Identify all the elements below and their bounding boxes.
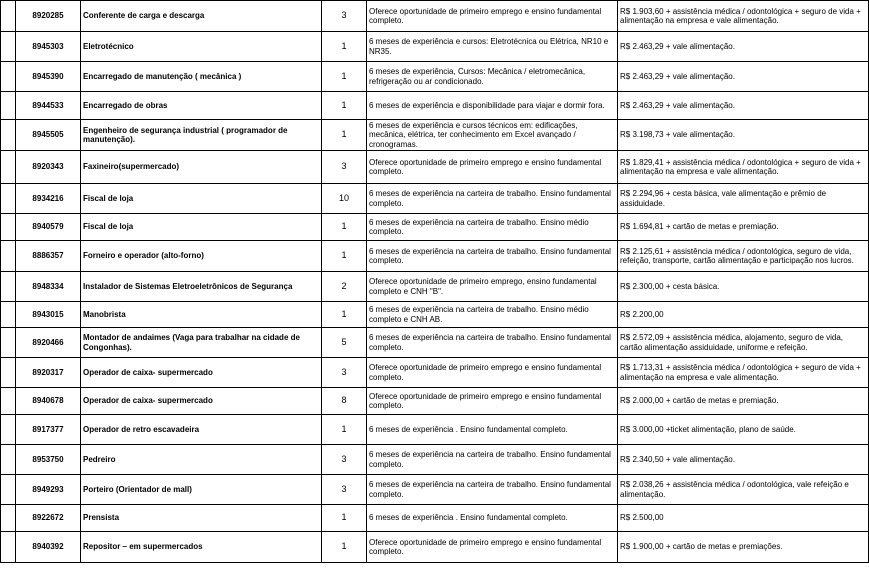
table-row <box>1 415 869 445</box>
salary-benefits-cell: R$ 2.294,96 + cesta básica, vale alimentação e prêmio de assiduidade. <box>618 184 869 214</box>
vacancy-count-cell: 1 <box>322 241 367 272</box>
vacancy-count-cell: 1 <box>322 214 367 241</box>
salary-benefits-cell: R$ 2.463,29 + vale alimentação. <box>618 32 869 62</box>
job-code-cell: 8934216 <box>16 184 81 214</box>
job-title-cell: Montador de andaimes (Vaga para trabalhar na cidade de Congonhas). <box>81 328 322 358</box>
vacancy-count-cell: 10 <box>322 184 367 214</box>
vacancy-count-cell: 1 <box>322 92 367 120</box>
job-title-cell: Fiscal de loja <box>81 214 322 241</box>
salary-benefits-cell: R$ 2.500,00 <box>618 505 869 532</box>
row-marker-cell <box>1 32 16 62</box>
salary-benefits-cell: R$ 1.829,41 + assistência médica / odontológica + seguro de vida + alimentação na empresa e vale alimentação. <box>618 151 869 184</box>
requirements-cell: 6 meses de experiência e cursos técnicos em: edificações, mecânica, elétrica, ter conhecimento em Excel avançado / cronogramas. <box>367 120 618 151</box>
row-marker-cell <box>1 1 16 32</box>
requirements-cell: 6 meses de experiência na carteira de trabalho. Ensino fundamental completo. <box>367 328 618 358</box>
job-code-cell: 8920343 <box>16 151 81 184</box>
job-code-cell: 8922672 <box>16 505 81 532</box>
vacancy-count-cell: 1 <box>322 532 367 563</box>
job-code-cell: 8920317 <box>16 358 81 388</box>
row-marker-cell <box>1 328 16 358</box>
table-row <box>1 532 869 563</box>
requirements-cell: Oferece oportunidade de primeiro emprego, ensino fundamental completo e CNH "B". <box>367 272 618 302</box>
row-marker-cell <box>1 358 16 388</box>
vacancy-count-cell: 1 <box>322 120 367 151</box>
vacancy-count-cell: 1 <box>322 302 367 328</box>
vacancy-count-cell: 1 <box>322 62 367 92</box>
vacancy-count-cell: 8 <box>322 388 367 415</box>
requirements-cell: 6 meses de experiência na carteira de trabalho. Ensino médio completo. <box>367 214 618 241</box>
requirements-cell: 6 meses de experiência, Cursos: Mecânica / eletromecânica, refrigeração ou ar condicionado. <box>367 62 618 92</box>
job-title-cell: Encarregado de manutenção ( mecânica ) <box>81 62 322 92</box>
job-title-cell: Porteiro (Orientador de mall) <box>81 475 322 505</box>
job-code-cell: 8948334 <box>16 272 81 302</box>
requirements-cell: 6 meses de experiência . Ensino fundamental completo. <box>367 415 618 445</box>
job-code-cell: 8944533 <box>16 92 81 120</box>
job-title-cell: Manobrista <box>81 302 322 328</box>
job-title-cell: Engenheiro de segurança industrial ( programador de manutenção). <box>81 120 322 151</box>
table-row <box>1 302 869 328</box>
row-marker-cell <box>1 120 16 151</box>
row-marker-cell <box>1 151 16 184</box>
requirements-cell: 6 meses de experiência na carteira de trabalho. Ensino fundamental completo. <box>367 445 618 475</box>
requirements-cell: 6 meses de experiência . Ensino fundamental completo. <box>367 505 618 532</box>
salary-benefits-cell: R$ 2.300,00 + cesta básica. <box>618 272 869 302</box>
vacancy-count-cell: 5 <box>322 328 367 358</box>
requirements-cell: Oferece oportunidade de primeiro emprego e ensino fundamental completo. <box>367 151 618 184</box>
salary-benefits-cell: R$ 2.572,09 + assistência médica, alojamento, seguro de vida, cartão alimentação assiduidade, uniforme e refeição. <box>618 328 869 358</box>
table-row <box>1 184 869 214</box>
job-code-cell: 8920466 <box>16 328 81 358</box>
table-row <box>1 62 869 92</box>
row-marker-cell <box>1 532 16 563</box>
job-title-cell: Operador de caixa- supermercado <box>81 358 322 388</box>
table-row <box>1 475 869 505</box>
job-title-cell: Repositor – em supermercados <box>81 532 322 563</box>
job-title-cell: Faxineiro(supermercado) <box>81 151 322 184</box>
job-code-cell: 8940392 <box>16 532 81 563</box>
table-row <box>1 358 869 388</box>
row-marker-cell <box>1 445 16 475</box>
job-code-cell: 8886357 <box>16 241 81 272</box>
table-row <box>1 445 869 475</box>
salary-benefits-cell: R$ 2.125,61 + assistência médica / odontológica, seguro de vida, refeição, transporte, cartão alimentação e participação nos lucros. <box>618 241 869 272</box>
job-code-cell: 8920285 <box>16 1 81 32</box>
vacancy-count-cell: 3 <box>322 358 367 388</box>
requirements-cell: 6 meses de experiência na carteira de trabalho. Ensino fundamental completo. <box>367 241 618 272</box>
requirements-cell: 6 meses de experiência e disponibilidade para viajar e dormir fora. <box>367 92 618 120</box>
table-row <box>1 388 869 415</box>
table-row <box>1 151 869 184</box>
requirements-cell: Oferece oportunidade de primeiro emprego e ensino fundamental completo. <box>367 388 618 415</box>
job-code-cell: 8943015 <box>16 302 81 328</box>
table-row <box>1 32 869 62</box>
salary-benefits-cell: R$ 1.903,60 + assistência médica / odontológica + seguro de vida + alimentação na empresa e vale alimentação. <box>618 1 869 32</box>
table-row <box>1 1 869 32</box>
table-row <box>1 92 869 120</box>
salary-benefits-cell: R$ 3.198,73 + vale alimentação. <box>618 120 869 151</box>
row-marker-cell <box>1 184 16 214</box>
job-title-cell: Eletrotécnico <box>81 32 322 62</box>
job-title-cell: Operador de retro escavadeira <box>81 415 322 445</box>
salary-benefits-cell: R$ 2.000,00 + cartão de metas e premiação. <box>618 388 869 415</box>
job-title-cell: Pedreiro <box>81 445 322 475</box>
job-code-cell: 8945303 <box>16 32 81 62</box>
row-marker-cell <box>1 62 16 92</box>
vacancy-count-cell: 3 <box>322 475 367 505</box>
requirements-cell: 6 meses de experiência na carteira de trabalho. Ensino médio completo e CNH AB. <box>367 302 618 328</box>
row-marker-cell <box>1 388 16 415</box>
job-code-cell: 8940579 <box>16 214 81 241</box>
vacancy-count-cell: 3 <box>322 1 367 32</box>
salary-benefits-cell: R$ 3.000,00 +ticket alimentação, plano de saúde. <box>618 415 869 445</box>
table-row <box>1 241 869 272</box>
requirements-cell: 6 meses de experiência na carteira de trabalho. Ensino fundamental completo. <box>367 475 618 505</box>
salary-benefits-cell: R$ 2.038,26 + assistência médica / odontológica, vale refeição e alimentação. <box>618 475 869 505</box>
row-marker-cell <box>1 241 16 272</box>
table-row <box>1 272 869 302</box>
vacancy-count-cell: 1 <box>322 32 367 62</box>
row-marker-cell <box>1 302 16 328</box>
job-title-cell: Prensista <box>81 505 322 532</box>
job-code-cell: 8953750 <box>16 445 81 475</box>
job-title-cell: Forneiro e operador (alto-forno) <box>81 241 322 272</box>
table-row <box>1 505 869 532</box>
job-title-cell: Fiscal de loja <box>81 184 322 214</box>
requirements-cell: 6 meses de experiência e cursos: Eletrotécnica ou Elétrica, NR10 e NR35. <box>367 32 618 62</box>
job-code-cell: 8945505 <box>16 120 81 151</box>
salary-benefits-cell: R$ 1.713,31 + assistência médica / odontológica + seguro de vida + alimentação na empresa e vale alimentação. <box>618 358 869 388</box>
job-code-cell: 8940678 <box>16 388 81 415</box>
job-title-cell: Conferente de carga e descarga <box>81 1 322 32</box>
vacancy-count-cell: 1 <box>322 505 367 532</box>
table-row <box>1 328 869 358</box>
job-title-cell: Operador de caixa- supermercado <box>81 388 322 415</box>
salary-benefits-cell: R$ 2.340,50 + vale alimentação. <box>618 445 869 475</box>
vacancy-count-cell: 2 <box>322 272 367 302</box>
row-marker-cell <box>1 505 16 532</box>
row-marker-cell <box>1 475 16 505</box>
requirements-cell: Oferece oportunidade de primeiro emprego e ensino fundamental completo. <box>367 1 618 32</box>
job-code-cell: 8949293 <box>16 475 81 505</box>
salary-benefits-cell: R$ 1.694,81 + cartão de metas e premiação. <box>618 214 869 241</box>
requirements-cell: Oferece oportunidade de primeiro emprego e ensino fundamental completo. <box>367 358 618 388</box>
job-code-cell: 8917377 <box>16 415 81 445</box>
vacancy-count-cell: 3 <box>322 151 367 184</box>
job-code-cell: 8945390 <box>16 62 81 92</box>
job-title-cell: Instalador de Sistemas Eletroeletrônicos de Segurança <box>81 272 322 302</box>
requirements-cell: Oferece oportunidade de primeiro emprego e ensino fundamental completo. <box>367 532 618 563</box>
salary-benefits-cell: R$ 2.463,29 + vale alimentação. <box>618 92 869 120</box>
table-row <box>1 120 869 151</box>
vacancy-count-cell: 1 <box>322 415 367 445</box>
salary-benefits-cell: R$ 2.463,29 + vale alimentação. <box>618 62 869 92</box>
row-marker-cell <box>1 272 16 302</box>
salary-benefits-cell: R$ 2.200,00 <box>618 302 869 328</box>
salary-benefits-cell: R$ 1.900,00 + cartão de metas e premiações. <box>618 532 869 563</box>
row-marker-cell <box>1 415 16 445</box>
table-row <box>1 214 869 241</box>
requirements-cell: 6 meses de experiência na carteira de trabalho. Ensino fundamental completo. <box>367 184 618 214</box>
vacancy-count-cell: 3 <box>322 445 367 475</box>
job-title-cell: Encarregado de obras <box>81 92 322 120</box>
row-marker-cell <box>1 214 16 241</box>
row-marker-cell <box>1 92 16 120</box>
